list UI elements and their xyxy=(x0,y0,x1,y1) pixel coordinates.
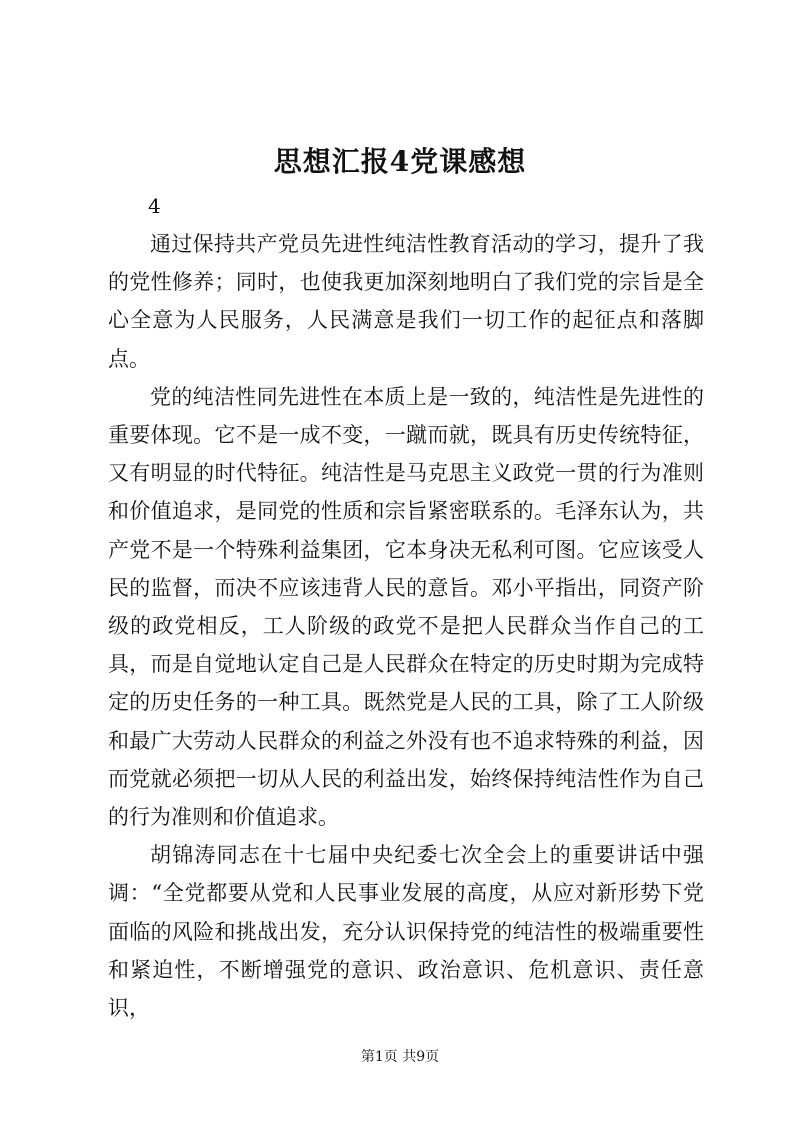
subtitle-number: 4 xyxy=(148,194,161,218)
paragraph-1: 通过保持共产党员先进性纯洁性教育活动的学习，提升了我的党性修养；同时，也使我更加深刻地明白了我们党的宗旨是全心全意为人民服务，人民满意是我们一切工作的起征点和落脚点。 xyxy=(108,232,704,371)
paragraph-2: 党的纯洁性同先进性在本质上是一致的，纯洁性是先进性的重要体现。它不是一成不变，一蹴而就，既具有历史传统特征，又有明显的时代特征。纯洁性是马克思主义政党一贯的行为准则和价值追求，是同党的性质和宗旨紧密联系的。毛泽东认为，共产党不是一个特殊利益集团，它本身决无私利可图。它应该受人民的监督，而决不应该违背人民的意旨。邓小平指出，同资产阶级的政党相反，工人阶级的政党不是把人民群众当作自己的工具，而是自觉地认定自己是人民群众在特定的历史时期为完成特定的历史任务的一种工具。既然党是人民的工具，除了工人阶级和最广大劳动人民群众的利益之外没有也不追求特殊的利益，因而党就必须把一切从人民的利益出发，始终保持纯洁性作为自己的行为准则和价值追求。 xyxy=(108,384,704,830)
paragraph-3: 胡锦涛同志在十七届中央纪委七次全会上的重要讲话中强调：“全党都要从党和人民事业发展的高度，从应对新形势下党面临的风险和挑战出发，充分认识保持党的纯洁性的极端重要性和紧迫性，不断增强党的意识、政治意识、危机意识、责任意识， xyxy=(108,843,704,1021)
page-footer: 第1页 共9页 xyxy=(360,1049,440,1065)
document-body xyxy=(108,225,704,1027)
document-title: 思想汇报4党课感想 xyxy=(273,145,527,178)
